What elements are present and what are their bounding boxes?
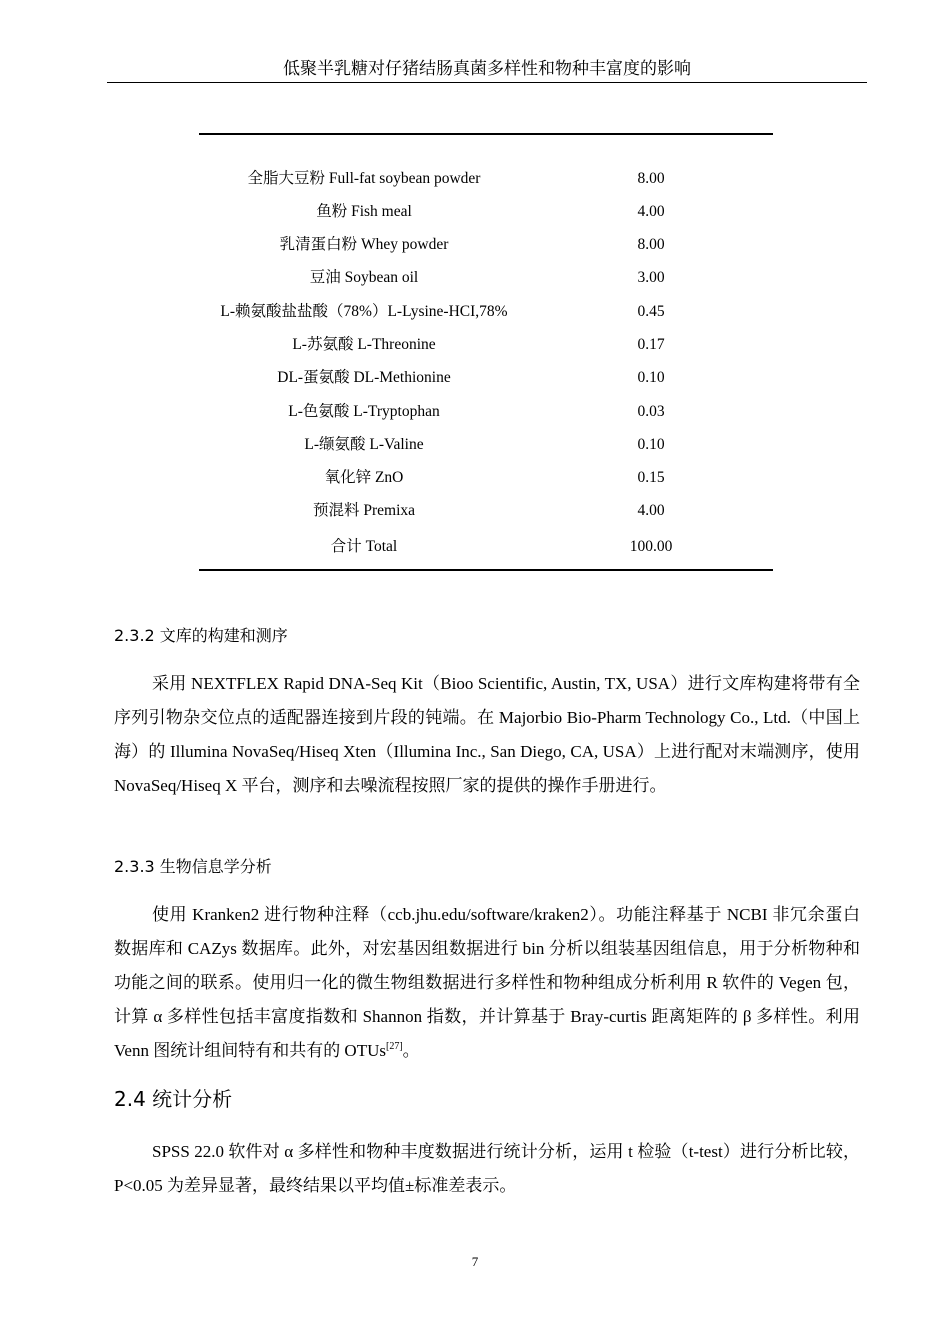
ingredient-cell: L-苏氨酸 L-Threonine <box>292 336 436 353</box>
table-row <box>199 499 773 523</box>
table-row <box>199 400 773 424</box>
ingredient-cell: L-色氨酸 L-Tryptophan <box>288 403 440 420</box>
table-row <box>199 333 773 357</box>
ingredient-cell: 鱼粉 Fish meal <box>316 203 412 220</box>
table-row <box>199 366 773 390</box>
section-heading-2-3-3: 2.3.3 生物信息学分析 <box>114 857 272 876</box>
value-cell: 0.45 <box>637 303 665 320</box>
value-cell: 8.00 <box>637 170 665 187</box>
ingredient-cell: 乳清蛋白粉 Whey powder <box>279 236 449 253</box>
value-cell: 100.00 <box>629 538 673 555</box>
running-header: 低聚半乳糖对仔猪结肠真菌多样性和物种丰富度的影响 <box>107 58 867 83</box>
value-cell: 0.10 <box>637 436 665 453</box>
value-cell: 3.00 <box>637 269 665 286</box>
ingredient-cell: 合计 Total <box>330 538 398 555</box>
value-cell: 0.10 <box>637 369 665 386</box>
ingredient-cell: 氧化锌 ZnO <box>324 469 404 486</box>
ingredient-cell: L-赖氨酸盐盐酸（78%）L-Lysine-HCI,78% <box>220 303 508 320</box>
citation-ref[interactable]: [27] <box>386 1041 403 1052</box>
ingredient-cell: 豆油 Soybean oil <box>309 269 419 286</box>
value-cell: 0.17 <box>637 336 665 353</box>
value-cell: 8.00 <box>637 236 665 253</box>
page-number: 7 <box>471 1254 479 1269</box>
paragraph-bioinformatics <box>114 898 860 1068</box>
ingredient-cell: DL-蛋氨酸 DL-Methionine <box>277 369 451 386</box>
section-heading-2-3-2: 2.3.2 文库的构建和测序 <box>114 626 288 645</box>
value-cell: 4.00 <box>637 203 665 220</box>
paragraph-statistics: SPSS 22.0 软件对 α 多样性和物种丰度数据进行统计分析，运用 t 检验（t-test）进行分析比较，P<0.05 为差异显著，最终结果以平均值±标准差表示。 <box>114 1142 860 1195</box>
table-row <box>199 200 773 224</box>
table-row <box>199 466 773 490</box>
value-cell: 4.00 <box>637 502 665 519</box>
ingredient-cell: 预混料 Premixa <box>312 502 416 519</box>
section-heading-2-4: 2.4 统计分析 <box>114 1087 233 1111</box>
paragraph-bioinformatics-tail: 。 <box>402 1041 420 1060</box>
table-row <box>199 433 773 457</box>
value-cell: 0.03 <box>637 403 665 420</box>
table-row <box>199 233 773 257</box>
table-row <box>199 300 773 324</box>
table-top-rule <box>199 133 773 135</box>
paragraph-library-construction: 采用 NEXTFLEX Rapid DNA-Seq Kit（Bioo Scientific, Austin, TX, USA）进行文库构建将带有全序列引物杂交位点的适配器连接到片段的钝端。在 Majorbio Bio-Pharm Technology Co., Ltd.（中国上海）的 Illumina NovaSeq/Hiseq Xten（Illumina Inc., San Diego, CA, USA）上进行配对末端测序，使用 NovaSeq/Hiseq X 平台，测序和去噪流程按照厂家的提供的操作手册进行。 <box>114 674 860 795</box>
table-bottom-rule <box>199 569 773 571</box>
table-row <box>199 266 773 290</box>
table-row-total <box>199 535 773 559</box>
table-row <box>199 167 773 191</box>
ingredient-cell: L-缬氨酸 L-Valine <box>304 436 424 453</box>
ingredient-cell: 全脂大豆粉 Full-fat soybean powder <box>247 170 481 187</box>
paragraph-bioinformatics-text: 使用 Kranken2 进行物种注释（ccb.jhu.edu/software/kraken2）。功能注释基于 NCBI 非冗余蛋白数据库和 CAZys 数据库。此外，对宏基因组数据进行 bin 分析以组装基因组信息，用于分析物种和功能之间的联系。使用归一化的微生物组数据进行多样性和物种组成分析利用 R 软件的 Vegen 包，计算 α 多样性包括丰富度指数和 Shannon 指数，并计算基于 Bray-curtis 距离矩阵的 β 多样性。利用 Venn 图统计组间特有和共有的 OTUs <box>114 905 860 1060</box>
value-cell: 0.15 <box>637 469 665 486</box>
